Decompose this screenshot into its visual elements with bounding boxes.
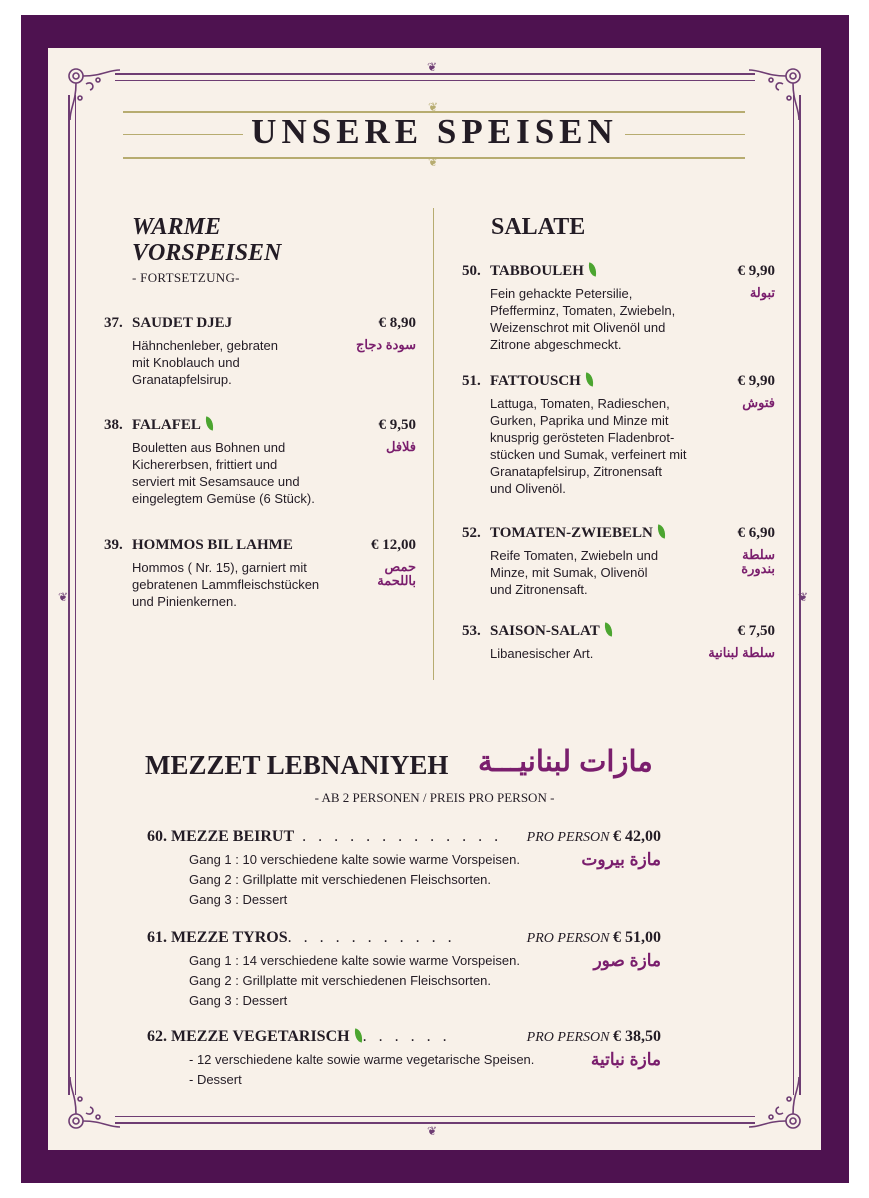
dot-leader: . . . . . . . . . . . . . bbox=[294, 828, 503, 845]
item-arabic-name: مازة نباتية bbox=[590, 1050, 661, 1069]
item-number: 53. bbox=[462, 623, 481, 639]
mezze-line bbox=[147, 828, 502, 846]
per-person-label: PRO PERSON bbox=[526, 931, 613, 946]
item-description-line: Granatapfelsirup. bbox=[132, 372, 232, 387]
item-description-line: gebratenen Lammfleischstücken bbox=[132, 577, 320, 592]
item-description-line: und Pinienkernen. bbox=[132, 594, 237, 609]
item-price: € 8,90 bbox=[378, 315, 416, 331]
item-description-line: - 12 verschiedene kalte sowie warme vegetarische Speisen. bbox=[189, 1052, 535, 1067]
item-description-line: Minze, mit Sumak, Olivenöl bbox=[490, 565, 648, 580]
border-line bbox=[115, 80, 755, 81]
item-number: 39. bbox=[104, 537, 123, 553]
item-description-line: stücken und Sumak, verfeinert mit bbox=[490, 447, 687, 462]
item-description-line: mit Knoblauch und bbox=[132, 355, 240, 370]
item-arabic-name: سودة دجاج bbox=[356, 337, 416, 352]
item-description-line: Gurken, Paprika und Minze mit bbox=[490, 413, 669, 428]
item-description-line: knusprig gerösteten Fladenbrot- bbox=[490, 430, 675, 445]
flourish-icon: ❦ bbox=[428, 100, 439, 114]
border-line bbox=[793, 95, 794, 1095]
item-number: 50. bbox=[462, 263, 481, 279]
flourish-icon: ❦ bbox=[798, 590, 809, 604]
mezzet-subtitle: - AB 2 PERSONEN / PREIS PRO PERSON - bbox=[314, 790, 555, 805]
column-divider bbox=[433, 208, 434, 680]
item-name: FALAFEL bbox=[132, 417, 214, 434]
mezzet-heading-arabic: مازات لبنانيـــة bbox=[478, 746, 653, 778]
item-description-line: Zitrone abgeschmeckt. bbox=[490, 337, 622, 352]
item-name: MEZZE VEGETARISCH bbox=[171, 1028, 350, 1045]
mezze-line bbox=[147, 1028, 451, 1046]
item-price: € 9,90 bbox=[737, 263, 775, 279]
item-description-line: und Zitronensaft. bbox=[490, 582, 588, 597]
item-description-line: Lattuga, Tomaten, Radieschen, bbox=[490, 396, 670, 411]
item-description-line: Kichererbsen, frittiert und bbox=[132, 457, 278, 472]
item-number: 61. bbox=[147, 929, 171, 946]
item-price: € 6,90 bbox=[737, 525, 775, 541]
item-name: SAUDET DJEJ bbox=[132, 315, 233, 331]
border-line bbox=[115, 1116, 755, 1117]
item-number: 38. bbox=[104, 417, 123, 433]
item-name: SAISON-SALAT bbox=[490, 623, 613, 640]
item-description-line: serviert mit Sesamsauce und bbox=[132, 474, 300, 489]
item-description-line: Gang 1 : 14 verschiedene kalte sowie warme Vorspeisen. bbox=[189, 953, 520, 968]
item-name: MEZZE BEIRUT bbox=[171, 828, 295, 845]
item-description-line: Bouletten aus Bohnen und bbox=[132, 440, 286, 455]
item-description-line: eingelegtem Gemüse (6 Stück). bbox=[132, 491, 315, 506]
flourish-icon: ❦ bbox=[427, 60, 438, 74]
item-name: TABBOULEH bbox=[490, 263, 597, 280]
section-subtitle: - FORTSETZUNG- bbox=[132, 270, 240, 285]
item-arabic-name: تبولة bbox=[749, 285, 775, 300]
item-description-line: Gang 2 : Grillplatte mit verschiedenen Fleischsorten. bbox=[189, 973, 492, 988]
corner-ornament-icon bbox=[62, 1075, 122, 1135]
item-name: FATTOUSCH bbox=[490, 373, 594, 390]
vegetarian-leaf-icon bbox=[656, 524, 667, 538]
item-description-line: Gang 1 : 10 verschiedene kalte sowie warme Vorspeisen. bbox=[189, 852, 520, 867]
item-description-line: Fein gehackte Petersilie, bbox=[490, 286, 633, 301]
flourish-icon: ❦ bbox=[428, 155, 439, 169]
item-description-line: Libanesischer Art. bbox=[490, 646, 594, 661]
page-title: UNSERE SPEISEN bbox=[251, 112, 618, 151]
item-description-line: - Dessert bbox=[189, 1072, 242, 1087]
item-number: 37. bbox=[104, 315, 123, 331]
item-description-line: Granatapfelsirup, Zitronensaft bbox=[490, 464, 662, 479]
item-description-line: Hähnchenleber, gebraten bbox=[132, 338, 279, 353]
flourish-icon: ❦ bbox=[58, 590, 69, 604]
item-description-line: und Olivenöl. bbox=[490, 481, 566, 496]
vegetarian-leaf-icon bbox=[584, 372, 595, 386]
item-price: € 38,50 bbox=[613, 1028, 661, 1045]
per-person-label: PRO PERSON bbox=[526, 1030, 613, 1045]
item-description-line: Pfefferminz, Tomaten, Zwiebeln, bbox=[490, 303, 676, 318]
item-arabic-name: مازة بيروت bbox=[581, 850, 661, 869]
dot-leader: . . . . . . bbox=[362, 1028, 451, 1045]
heading-line: VORSPEISEN bbox=[132, 240, 282, 266]
heading-line: WARME bbox=[132, 214, 221, 240]
mezze-line bbox=[147, 929, 456, 947]
item-price: € 42,00 bbox=[613, 828, 661, 845]
vegetarian-leaf-icon bbox=[204, 416, 215, 430]
section-heading-warm bbox=[132, 214, 281, 266]
vegetarian-leaf-icon bbox=[587, 262, 598, 276]
mezze-price-line bbox=[527, 929, 661, 947]
item-price: € 51,00 bbox=[613, 929, 661, 946]
item-arabic-name: سلطة بندورة bbox=[741, 547, 775, 576]
border-line bbox=[75, 95, 76, 1095]
section-heading-salate: SALATE bbox=[491, 214, 586, 240]
mezze-price-line bbox=[527, 828, 661, 846]
corner-ornament-icon bbox=[747, 1075, 807, 1135]
item-number: 60. bbox=[147, 828, 171, 845]
item-price: € 9,90 bbox=[737, 373, 775, 389]
item-price: € 12,00 bbox=[371, 537, 416, 553]
item-name: MEZZE TYROS bbox=[171, 929, 288, 946]
item-number: 62. bbox=[147, 1028, 171, 1045]
item-arabic-name: سلطة لبنانية bbox=[708, 645, 775, 660]
item-description-line: Reife Tomaten, Zwiebeln und bbox=[490, 548, 659, 563]
border-line bbox=[68, 95, 70, 1095]
item-arabic-name: فلافل bbox=[385, 439, 416, 454]
item-arabic-name: حمص باللحمة bbox=[377, 559, 416, 588]
item-description-line: Gang 3 : Dessert bbox=[189, 993, 288, 1008]
item-description-line: Gang 2 : Grillplatte mit verschiedenen Fleischsorten. bbox=[189, 872, 492, 887]
item-price: € 7,50 bbox=[737, 623, 775, 639]
per-person-label: PRO PERSON bbox=[526, 830, 613, 845]
item-number: 51. bbox=[462, 373, 481, 389]
item-price: € 9,50 bbox=[378, 417, 416, 433]
item-description-line: Gang 3 : Dessert bbox=[189, 892, 288, 907]
flourish-icon: ❦ bbox=[427, 1124, 438, 1138]
vegetarian-leaf-icon bbox=[603, 622, 614, 636]
mezzet-heading: MEZZET LEBNANIYEH bbox=[145, 750, 449, 780]
item-arabic-name: مازة صور bbox=[593, 951, 661, 970]
item-arabic-name: فتوش bbox=[742, 395, 775, 410]
item-name: HOMMOS BIL LAHME bbox=[132, 537, 293, 553]
dot-leader: . . . . . . . . . . . bbox=[287, 929, 456, 946]
item-name: TOMATEN-ZWIEBELN bbox=[490, 525, 666, 542]
item-description-line: Weizenschrot mit Olivenöl und bbox=[490, 320, 666, 335]
mezze-price-line bbox=[527, 1028, 661, 1046]
item-number: 52. bbox=[462, 525, 481, 541]
item-description-line: Hommos ( Nr. 15), garniert mit bbox=[132, 560, 307, 575]
